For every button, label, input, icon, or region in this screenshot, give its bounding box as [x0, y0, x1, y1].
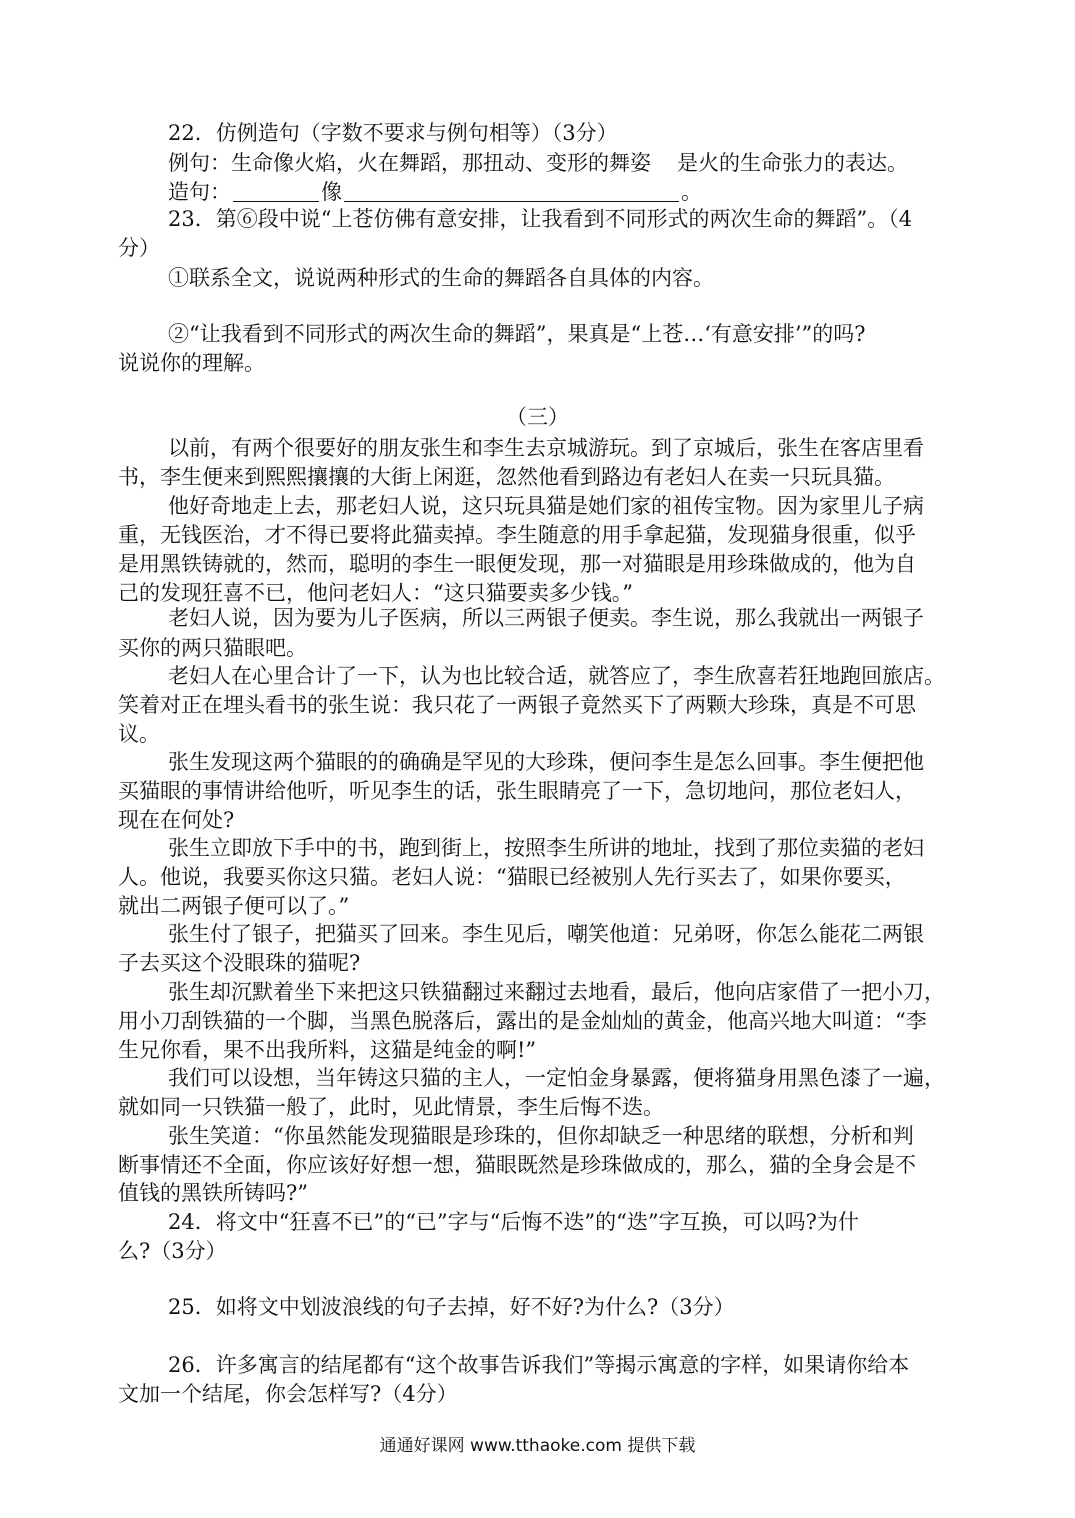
paragraph-6-line-2: 人。他说，我要买你这只猫。老妇人说：“猫眼已经被别人先行买去了，如果你要买，: [118, 865, 906, 889]
paragraph-5-line-1: 张生发现这两个猫眼的的确确是罕见的大珍珠，便问李生是怎么回事。李生便把他: [168, 750, 924, 774]
answer-blank-1[interactable]: [233, 179, 319, 202]
paragraph-3-line-1: 老妇人说，因为要为儿子医病，所以三两银子便卖。李生说，那么我就出一两银子: [168, 606, 924, 630]
paragraph-2-line-2: 重，无钱医治，才不得已要将此猫卖掉。李生随意的用手拿起猫，发现猫身很重，似乎: [118, 523, 916, 547]
paragraph-5-line-2: 买猫眼的事情讲给他听，听见李生的话，张生眼睛亮了一下，急切地问，那位老妇人，: [118, 779, 916, 803]
paragraph-8-line-2: 用小刀刮铁猫的一个脚，当黑色脱落后，露出的是金灿灿的黄金，他高兴地大叫道：“李: [118, 1009, 927, 1033]
paragraph-2-line-3: 是用黑铁铸就的，然而，聪明的李生一眼便发现，那一对猫眼是用珍珠做成的，他为自: [118, 552, 916, 576]
paragraph-10-line-2: 断事情还不全面，你应该好好想一想，猫眼既然是珍珠做成的，那么，猫的全身会是不: [118, 1153, 916, 1177]
paragraph-2-line-1: 他好奇地走上去，那老妇人说，这只玩具猫是她们家的祖传宝物。因为家里儿子病: [168, 494, 924, 518]
paragraph-4-line-1: 老妇人在心里合计了一下，认为也比较合适，就答应了，李生欣喜若狂地跑回旅店。: [168, 664, 945, 688]
question-23-sub-2-line-2: 说说你的理解。: [118, 351, 265, 375]
section-heading: （三）: [506, 405, 569, 429]
paragraph-10-line-3: 值钱的黑铁所铸吗?”: [118, 1181, 308, 1205]
paragraph-6-line-3: 就出二两银子便可以了。”: [118, 894, 350, 918]
question-25: 25．如将文中划波浪线的句子去掉，好不好?为什么?（3分）: [168, 1295, 735, 1319]
answer-prefix: 造句：: [168, 180, 231, 204]
question-22-answer-line: [168, 177, 702, 207]
question-23-line-2: 分）: [118, 236, 160, 260]
answer-blank-2[interactable]: [344, 179, 679, 202]
example-part-2: 是火的生命张力的表达。: [677, 151, 908, 175]
question-23-sub-2-line-1: ②“让我看到不同形式的两次生命的舞蹈”，果真是“上苍…‘有意安排’”的吗?: [168, 322, 866, 346]
paragraph-4-line-3: 议。: [118, 722, 160, 746]
paragraph-3-line-2: 买你的两只猫眼吧。: [118, 636, 307, 660]
question-23-sub-1: ①联系全文，说说两种形式的生命的舞蹈各自具体的内容。: [168, 266, 714, 290]
answer-mid: 像: [321, 180, 342, 204]
paragraph-5-line-3: 现在在何处?: [118, 808, 235, 832]
paragraph-6-line-1: 张生立即放下手中的书，跑到街上，按照李生所讲的地址，找到了那位卖猫的老妇: [168, 836, 924, 860]
paragraph-2-line-4: 己的发现狂喜不已，他问老妇人：“这只猫要卖多少钱。”: [118, 581, 633, 605]
question-26-line-1: 26．许多寓言的结尾都有“这个故事告诉我们”等揭示寓意的字样，如果请你给本: [168, 1353, 910, 1377]
page-footer: 通通好课网 www.tthaoke.com 提供下载: [379, 1436, 696, 1456]
question-22-example: [168, 148, 908, 178]
paragraph-8-line-1: 张生却沉默着坐下来把这只铁猫翻过来翻过去地看，最后，他向店家借了一把小刀，: [168, 980, 945, 1004]
paragraph-10-line-1: 张生笑道：“你虽然能发现猫眼是珍珠的，但你却缺乏一种思绪的联想，分析和判: [168, 1124, 914, 1148]
paragraph-1-line-2: 书，李生便来到熙熙攘攘的大街上闲逛，忽然他看到路边有老妇人在卖一只玩具猫。: [118, 465, 895, 489]
example-part-1: 例句：生命像火焰，火在舞蹈，那扭动、变形的舞姿: [168, 151, 651, 175]
paragraph-7-line-2: 子去买这个没眼珠的猫呢?: [118, 951, 361, 975]
paragraph-9-line-1: 我们可以设想，当年铸这只猫的主人，一定怕金身暴露，便将猫身用黑色漆了一遍，: [168, 1066, 945, 1090]
question-23-line-1: 23．第⑥段中说“上苍仿佛有意安排，让我看到不同形式的两次生命的舞蹈”。（4: [168, 207, 913, 231]
paragraph-9-line-2: 就如同一只铁猫一般了，此时，见此情景，李生后悔不迭。: [118, 1095, 664, 1119]
paragraph-4-line-2: 笑着对正在埋头看书的张生说：我只花了一两银子竟然买下了两颗大珍珠，真是不可思: [118, 693, 916, 717]
question-22: 22．仿例造句（字数不要求与例句相等）（3分）: [168, 121, 618, 145]
paragraph-1-line-1: 以前，有两个很要好的朋友张生和李生去京城游玩。到了京城后，张生在客店里看: [168, 436, 924, 460]
answer-end: 。: [681, 180, 702, 204]
question-24-line-2: 么?（3分）: [118, 1239, 227, 1263]
question-24-line-1: 24．将文中“狂喜不已”的“已”字与“后悔不迭”的“迭”字互换，可以吗?为什: [168, 1210, 859, 1234]
paragraph-7-line-1: 张生付了银子，把猫买了回来。李生见后，嘲笑他道：兄弟呀，你怎么能花二两银: [168, 922, 924, 946]
question-26-line-2: 文加一个结尾，你会怎样写?（4分）: [118, 1382, 458, 1406]
paragraph-8-line-3: 生兄你看，果不出我所料，这猫是纯金的啊!”: [118, 1038, 537, 1062]
